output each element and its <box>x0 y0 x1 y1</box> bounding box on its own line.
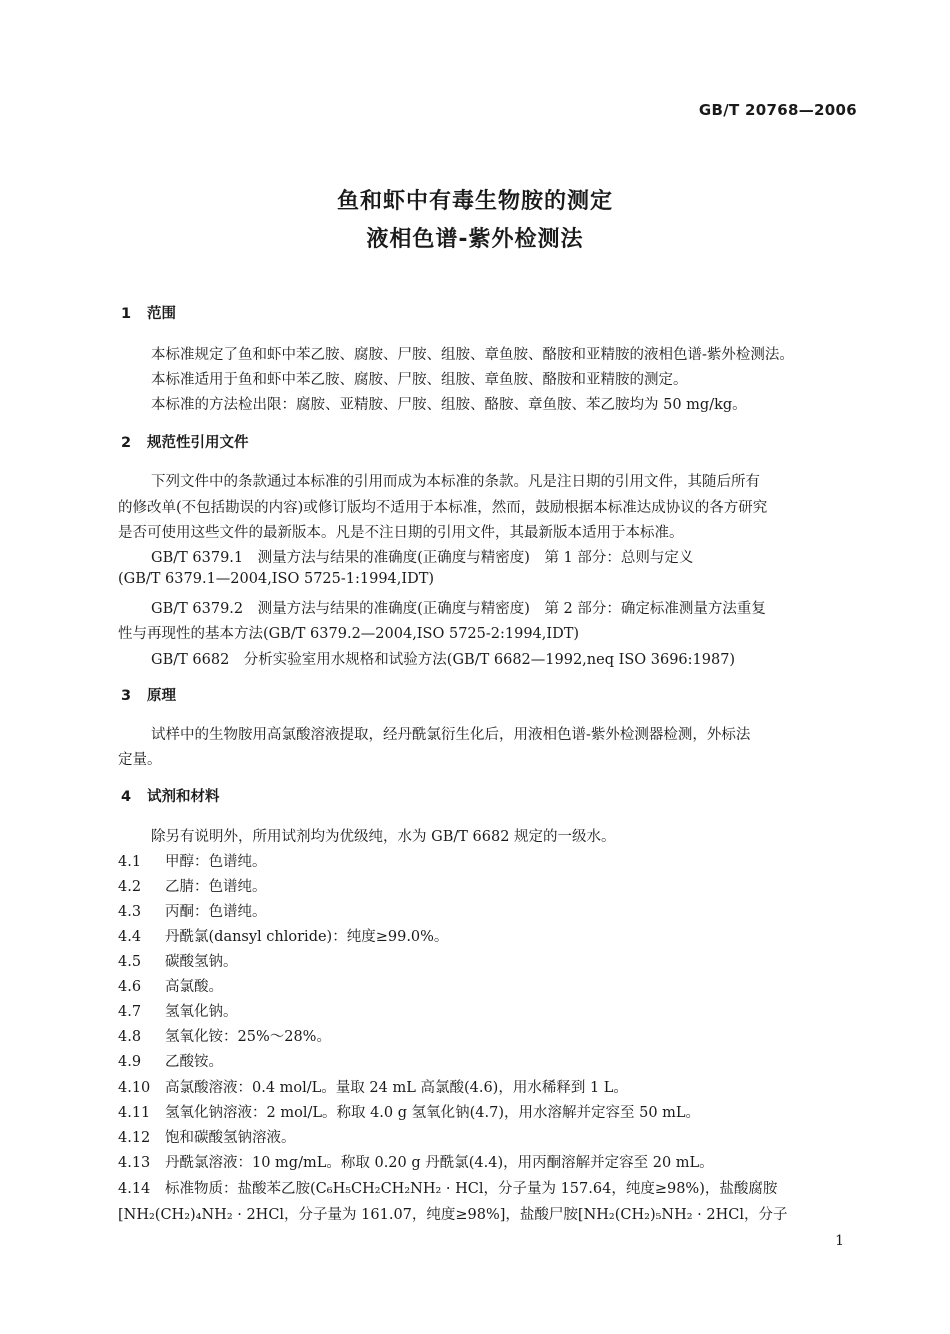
section-title: 范围 <box>147 306 176 322</box>
list-item <box>118 1101 700 1122</box>
section-heading-normative-references <box>121 431 249 452</box>
section-number: 4 <box>121 789 132 805</box>
list-item <box>118 900 267 921</box>
paragraph-line: 试样中的生物胺用高氯酸溶液提取，经丹酰氯衍生化后，用液相色谱-紫外检测器检测，外标法 <box>151 727 751 743</box>
section-number: 1 <box>121 306 132 322</box>
item-text: 标准物质：盐酸苯乙胺(C₆H₅CH₂CH₂NH₂ · HCl，分子量为 157.64，纯度≥98%)，盐酸腐胺 <box>165 1181 778 1197</box>
reference-line: (GB/T 6379.1—2004,ISO 5725-1:1994,IDT) <box>118 571 435 587</box>
item-number: 4.11 <box>118 1105 151 1121</box>
item-text: 高氯酸。 <box>165 979 223 995</box>
reference-line: 性与再现性的基本方法(GB/T 6379.2—2004,ISO 5725-2:1994,IDT) <box>118 626 580 642</box>
item-text: 丙酮：色谱纯。 <box>165 904 267 920</box>
list-item <box>118 1151 714 1172</box>
list-item <box>118 1000 238 1021</box>
reference-line: GB/T 6379.2 测量方法与结果的准确度(正确度与精密度) 第 2 部分：确定标准测量方法重复 <box>151 601 766 617</box>
page-number: 1 <box>835 1233 844 1249</box>
item-number: 4.4 <box>118 929 142 945</box>
section-title: 原理 <box>147 688 176 704</box>
item-number: 4.2 <box>118 879 142 895</box>
paragraph: 本标准的方法检出限：腐胺、亚精胺、尸胺、组胺、酪胺、章鱼胺、苯乙胺均为 50 mg/kg。 <box>151 397 747 413</box>
paragraph: 本标准规定了鱼和虾中苯乙胺、腐胺、尸胺、组胺、章鱼胺、酪胺和亚精胺的液相色谱-紫外检测法。 <box>151 347 794 363</box>
item-text: 高氯酸溶液：0.4 mol/L。量取 24 mL 高氯酸(4.6)，用水稀释到 1 L。 <box>165 1080 628 1096</box>
item-number: 4.5 <box>118 954 142 970</box>
section-heading-reagents <box>121 785 220 806</box>
item-number: 4.7 <box>118 1004 142 1020</box>
section-title: 规范性引用文件 <box>147 435 249 451</box>
reference-line: GB/T 6379.1 测量方法与结果的准确度(正确度与精密度) 第 1 部分：总则与定义 <box>151 550 694 566</box>
item-text: 饱和碳酸氢钠溶液。 <box>165 1130 296 1146</box>
document-title-line2: 液相色谱-紫外检测法 <box>366 227 584 252</box>
item-text: 氢氧化钠。 <box>165 1004 238 1020</box>
list-item <box>118 875 267 896</box>
paragraph-line: 下列文件中的条款通过本标准的引用而成为本标准的条款。凡是注日期的引用文件，其随后所有 <box>151 474 760 490</box>
paragraph: 本标准适用于鱼和虾中苯乙胺、腐胺、尸胺、组胺、章鱼胺、酪胺和亚精胺的测定。 <box>151 372 688 388</box>
item-number: 4.3 <box>118 904 142 920</box>
item-number: 4.12 <box>118 1130 151 1146</box>
section-heading-scope <box>121 302 176 323</box>
item-text: 丹酰氯(dansyl chloride)：纯度≥99.0%。 <box>165 929 449 945</box>
document-title-line1: 鱼和虾中有毒生物胺的测定 <box>336 189 613 214</box>
paragraph: 除另有说明外，所用试剂均为优级纯，水为 GB/T 6682 规定的一级水。 <box>151 829 616 845</box>
list-item <box>118 1025 331 1046</box>
list-item <box>118 1050 223 1071</box>
item-number: 4.10 <box>118 1080 151 1096</box>
item-text: 氢氧化钠溶液：2 mol/L。称取 4.0 g 氢氧化钠(4.7)，用水溶解并定容至 50 mL。 <box>165 1105 701 1121</box>
item-number: 4.14 <box>118 1181 151 1197</box>
standard-number: GB/T 20768—2006 <box>698 101 857 119</box>
item-number: 4.1 <box>118 854 142 870</box>
section-heading-principle <box>121 684 176 705</box>
paragraph-line: 定量。 <box>118 752 162 768</box>
list-item <box>118 1177 777 1198</box>
list-item <box>118 850 267 871</box>
item-number: 4.13 <box>118 1155 151 1171</box>
item-text: 氢氧化铵：25%～28%。 <box>165 1029 331 1045</box>
item-text: 乙腈：色谱纯。 <box>165 879 267 895</box>
paragraph-line: 的修改单(不包括勘误的内容)或修订版均不适用于本标准，然而，鼓励根据本标准达成协议的各方研究 <box>118 500 768 516</box>
list-item-continuation: [NH₂(CH₂)₄NH₂ · 2HCl，分子量为 161.07，纯度≥98%]，盐酸尸胺[NH₂(CH₂)₅NH₂ · 2HCl，分子 <box>118 1207 788 1223</box>
paragraph-line: 是否可使用这些文件的最新版本。凡是不注日期的引用文件，其最新版本适用于本标准。 <box>118 525 684 541</box>
item-text: 碳酸氢钠。 <box>165 954 238 970</box>
item-text: 乙酸铵。 <box>165 1054 223 1070</box>
item-number: 4.6 <box>118 979 142 995</box>
list-item <box>118 950 238 971</box>
list-item <box>118 925 448 946</box>
item-text: 甲醇：色谱纯。 <box>165 854 267 870</box>
section-title: 试剂和材料 <box>147 789 220 805</box>
reference-line: GB/T 6682 分析实验室用水规格和试验方法(GB/T 6682—1992,neq ISO 3696:1987) <box>151 652 736 668</box>
list-item <box>118 975 223 996</box>
list-item <box>118 1076 628 1097</box>
section-number: 3 <box>121 688 132 704</box>
item-text: 丹酰氯溶液：10 mg/mL。称取 0.20 g 丹酰氯(4.4)，用丙酮溶解并定容至 20 mL。 <box>165 1155 714 1171</box>
section-number: 2 <box>121 435 132 451</box>
item-number: 4.8 <box>118 1029 142 1045</box>
item-number: 4.9 <box>118 1054 142 1070</box>
list-item <box>118 1126 296 1147</box>
